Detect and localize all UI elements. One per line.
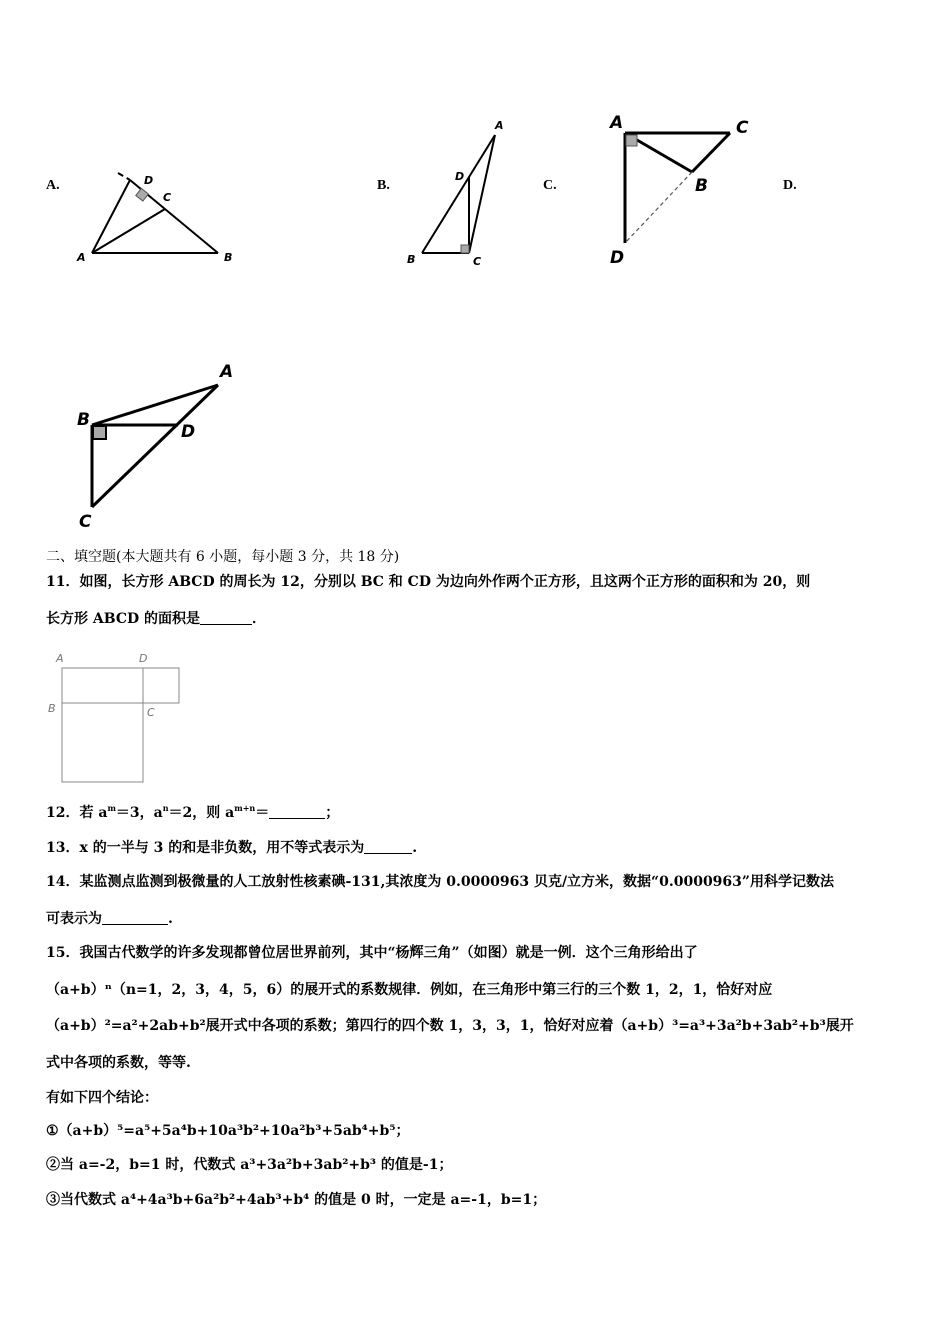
option-d-label: D. — [783, 178, 797, 193]
q15-conclusion-1: ①（a+b）⁵=a⁵+5a⁴b+10a³b²+10a²b³+5ab⁴+b⁵； — [46, 1123, 410, 1139]
option-c-label: C. — [543, 178, 557, 193]
answer-blank[interactable] — [102, 910, 168, 925]
fig-b-label-a: A — [495, 119, 504, 132]
answer-blank[interactable] — [200, 610, 252, 625]
fig-c-label-b: B — [695, 176, 708, 196]
fig-d-label-d: D — [181, 422, 196, 442]
q11-figure — [46, 648, 186, 788]
fig-a-label-d: D — [144, 174, 154, 187]
q15-line3: （a+b）²=a²+2ab+b²展开式中各项的系数；第四行的四个数 1，3，3，1，恰好对应着（a+b）³=a³+3a²b+3ab²+b³展开 — [46, 1018, 854, 1034]
answer-blank[interactable] — [269, 804, 325, 819]
fig-c-label-a: A — [610, 113, 624, 133]
fig-d-label-b: B — [77, 410, 90, 430]
fig-c-label-c: C — [736, 118, 749, 138]
fig-d-label-c: C — [79, 512, 92, 532]
q11-label-a: A — [56, 652, 64, 665]
q11-label-b: B — [48, 702, 56, 715]
q15-conclusion-2: ②当 a=-2，b=1 时，代数式 a³+3a²b+3ab²+b³ 的值是-1； — [46, 1157, 453, 1173]
q11-line2: 长方形 ABCD 的面积是 ． — [46, 611, 266, 627]
option-b-label: B. — [377, 178, 390, 193]
q15-line1: 15．我国古代数学的许多发现都曾位居世界前列，其中“杨辉三角”（如图）就是一例．这个三角形给出了 — [46, 945, 698, 961]
q15-line2: （a+b）ⁿ（n=1，2，3，4，5，6）的展开式的系数规律．例如，在三角形中第三行的三个数 1，2，1，恰好对应 — [46, 982, 773, 998]
section-title: 二、填空题(本大题共有 6 小题，每小题 3 分，共 18 分) — [46, 549, 400, 565]
fig-a-label-c: C — [163, 191, 172, 204]
q15-conclusion-3: ③当代数式 a⁴+4a³b+6a²b²+4ab³+b⁴ 的值是 0 时，一定是 a=-1，b=1； — [46, 1192, 547, 1208]
fig-a-label-a: A — [77, 251, 86, 264]
fig-b-label-d: D — [455, 170, 465, 183]
figure-c — [600, 108, 760, 268]
q11-line1: 11．如图，长方形 ABCD 的周长为 12，分别以 BC 和 CD 为边向外作两个正方形，且这两个正方形的面积和为 20，则 — [46, 574, 811, 590]
figure-d — [70, 355, 245, 535]
q14-line2: 可表示为 . — [46, 911, 173, 927]
q15-line4: 式中各项的系数，等等. — [46, 1055, 191, 1071]
q14-line1: 14．某监测点监测到极微量的人工放射性核素碘-131,其浓度为 0.0000963 贝克/立方米，数据“0.0000963”用科学记数法 — [46, 874, 834, 890]
fig-b-label-b: B — [407, 253, 416, 266]
q13: 13．x 的一半与 3 的和是非负数，用不等式表示为 . — [46, 840, 418, 856]
fig-b-label-c: C — [473, 255, 482, 268]
q11-label-d: D — [139, 652, 148, 665]
q12: 12．若 $a^m=3$，$a^n=2$，则 $a^{m+n}=$ ； — [46, 803, 340, 821]
fig-a-label-b: B — [224, 251, 233, 264]
fig-d-label-a: A — [220, 362, 234, 382]
answer-blank[interactable] — [364, 839, 412, 854]
fig-c-label-d: D — [610, 248, 625, 268]
q11-label-c: C — [147, 706, 155, 719]
figure-a — [70, 165, 245, 270]
figure-b — [402, 115, 517, 270]
option-a-label: A. — [46, 178, 60, 193]
q15-intro: 有如下四个结论： — [46, 1090, 158, 1106]
